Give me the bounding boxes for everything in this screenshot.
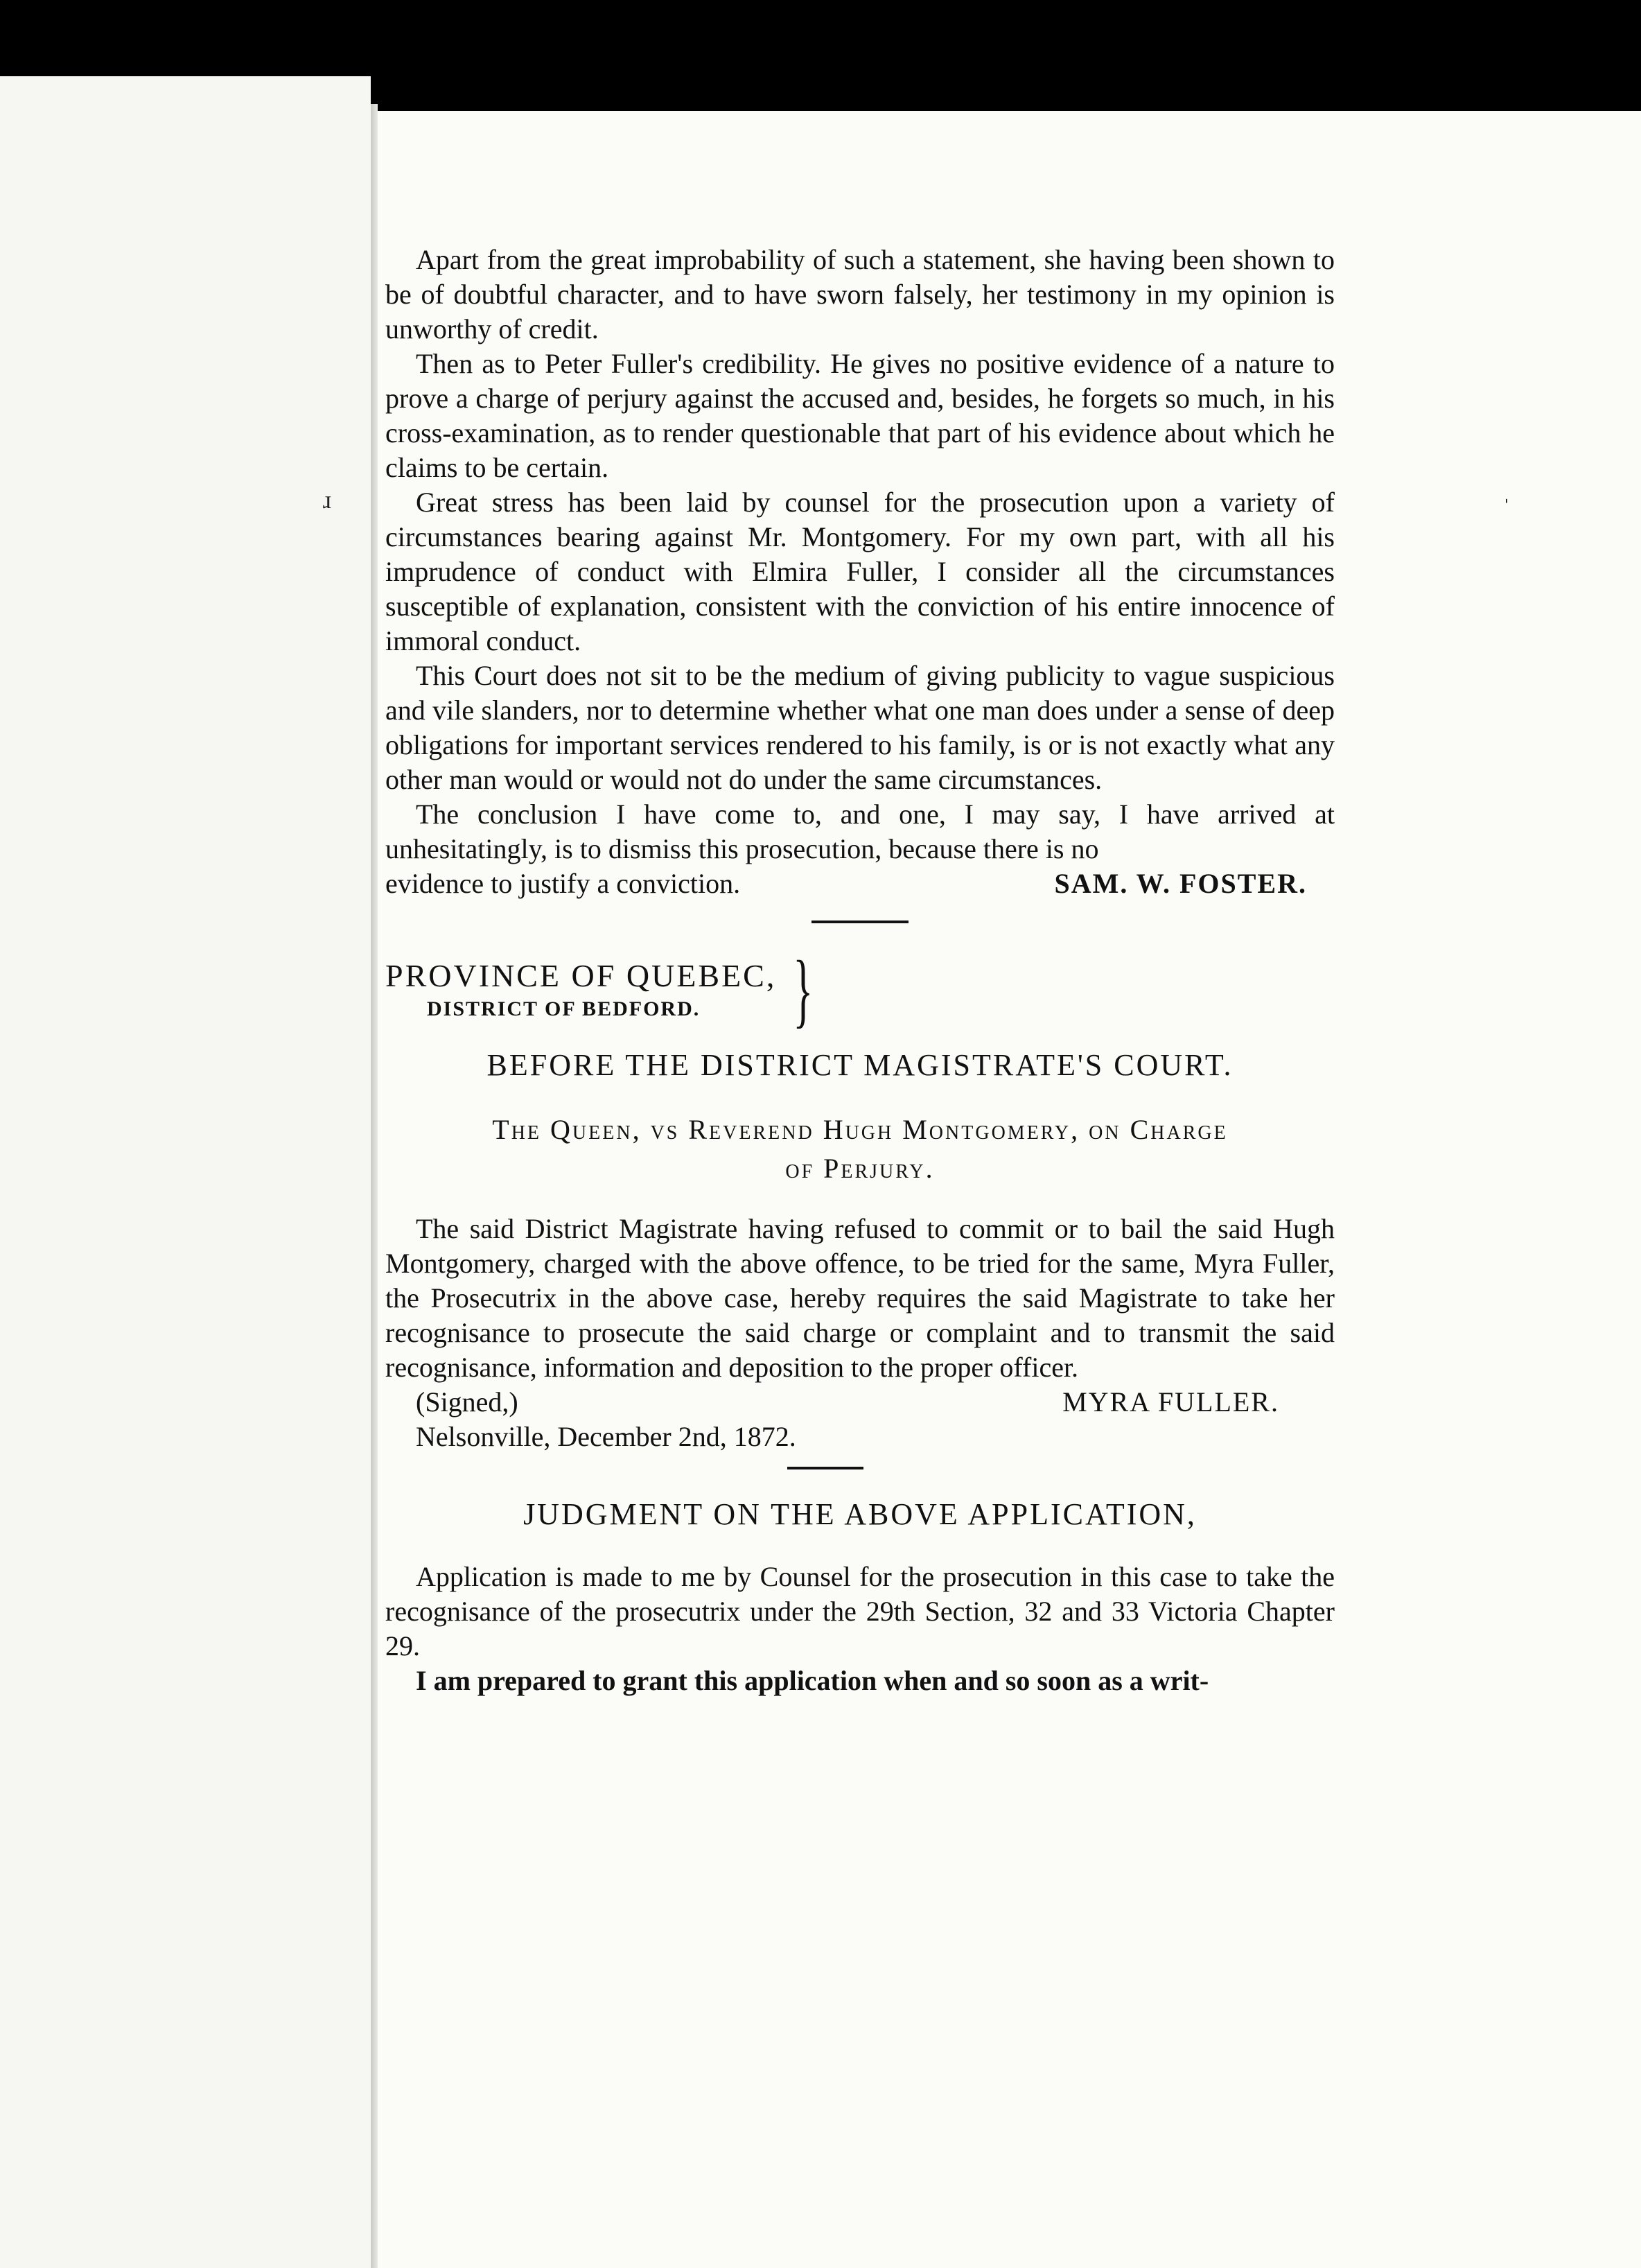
signature-row xyxy=(385,866,1335,901)
brace-icon: } xyxy=(793,943,814,1036)
paragraph: The conclusion I have come to, and one, I may say, I have arrived at unhesitatingly, is to dismiss this prosecution, because there is no xyxy=(385,799,1335,864)
district-name: DISTRICT OF BEDFORD. xyxy=(427,997,701,1020)
paragraph: The said District Magistrate having refused to commit or to bail the said Hugh Montgomery, charged with the above offence, to be tried for the same, Myra Fuller, the Prosecutrix in the above case, hereby requires the said Magistrate to take her recognisance to prosecute the said charge or complaint and to transmit the said recognisance, information and deposition to the proper officer. xyxy=(385,1213,1335,1383)
divider xyxy=(787,1467,863,1469)
paragraph: Apart from the great improbability of such a statement, she having been shown to be of doubtful character, and to have sworn falsely, her testimony in my opinion is unworthy of credit. xyxy=(385,244,1335,344)
signed-label: (Signed,) xyxy=(416,1386,518,1418)
date-line: Nelsonville, December 2nd, 1872. xyxy=(416,1421,796,1452)
paragraph: Great stress has been laid by counsel for the prosecution upon a variety of circumstances bearing against Mr. Montgomery. For my own part, with all his imprudence of conduct with Elmira Fuller, I consider all the circumstances susceptible of explanation, consistent with the conviction of his entire innocence of immoral conduct. xyxy=(385,487,1335,656)
province-block xyxy=(385,943,1335,1036)
paragraph: Application is made to me by Counsel for the prosecution in this case to take the recognisance of the prosecutrix under the 29th Section, 32 and 33 Victoria Chapter 29. xyxy=(385,1561,1335,1661)
paragraph: This Court does not sit to be the medium of giving publicity to vague suspicious and vile slanders, nor to determine whether what one man does under a sense of deep obligations for important services rendered to his family, is or is not exactly what any other man would or would not do under the same circumstances. xyxy=(385,660,1335,795)
left-page xyxy=(0,76,371,2268)
case-title-line: of Perjury. xyxy=(785,1153,935,1184)
paragraph: I am prepared to grant this application when and so soon as a writ- xyxy=(416,1665,1209,1696)
paragraph: Then as to Peter Fuller's credibility. He gives no positive evidence of a nature to prove a charge of perjury against the accused and, besides, he forgets so much, in his cross-examination, as to render questionable that part of his evidence about which he claims to be certain. xyxy=(385,348,1335,483)
case-title xyxy=(385,1110,1335,1188)
signed-row xyxy=(385,1385,1335,1420)
province-name: PROVINCE OF QUEBEC, xyxy=(385,958,777,993)
document-text xyxy=(385,243,1335,1698)
divider xyxy=(811,921,909,923)
judgment-heading: JUDGMENT ON THE ABOVE APPLICATION, xyxy=(523,1497,1197,1531)
paragraph-end: evidence to justify a conviction. xyxy=(385,868,741,899)
margin-mark-icon: ˈ xyxy=(1502,494,1511,522)
case-title-line: The Queen, vs Reverend Hugh Montgomery, on Charge xyxy=(492,1114,1228,1145)
signature-fuller: MYRA FULLER. xyxy=(1062,1386,1279,1418)
court-heading: BEFORE THE DISTRICT MAGISTRATE'S COURT. xyxy=(486,1048,1234,1082)
signature-foster: SAM. W. FOSTER. xyxy=(1054,868,1307,899)
book-gutter xyxy=(371,104,378,2268)
margin-mark-icon: ɹ xyxy=(323,486,331,514)
